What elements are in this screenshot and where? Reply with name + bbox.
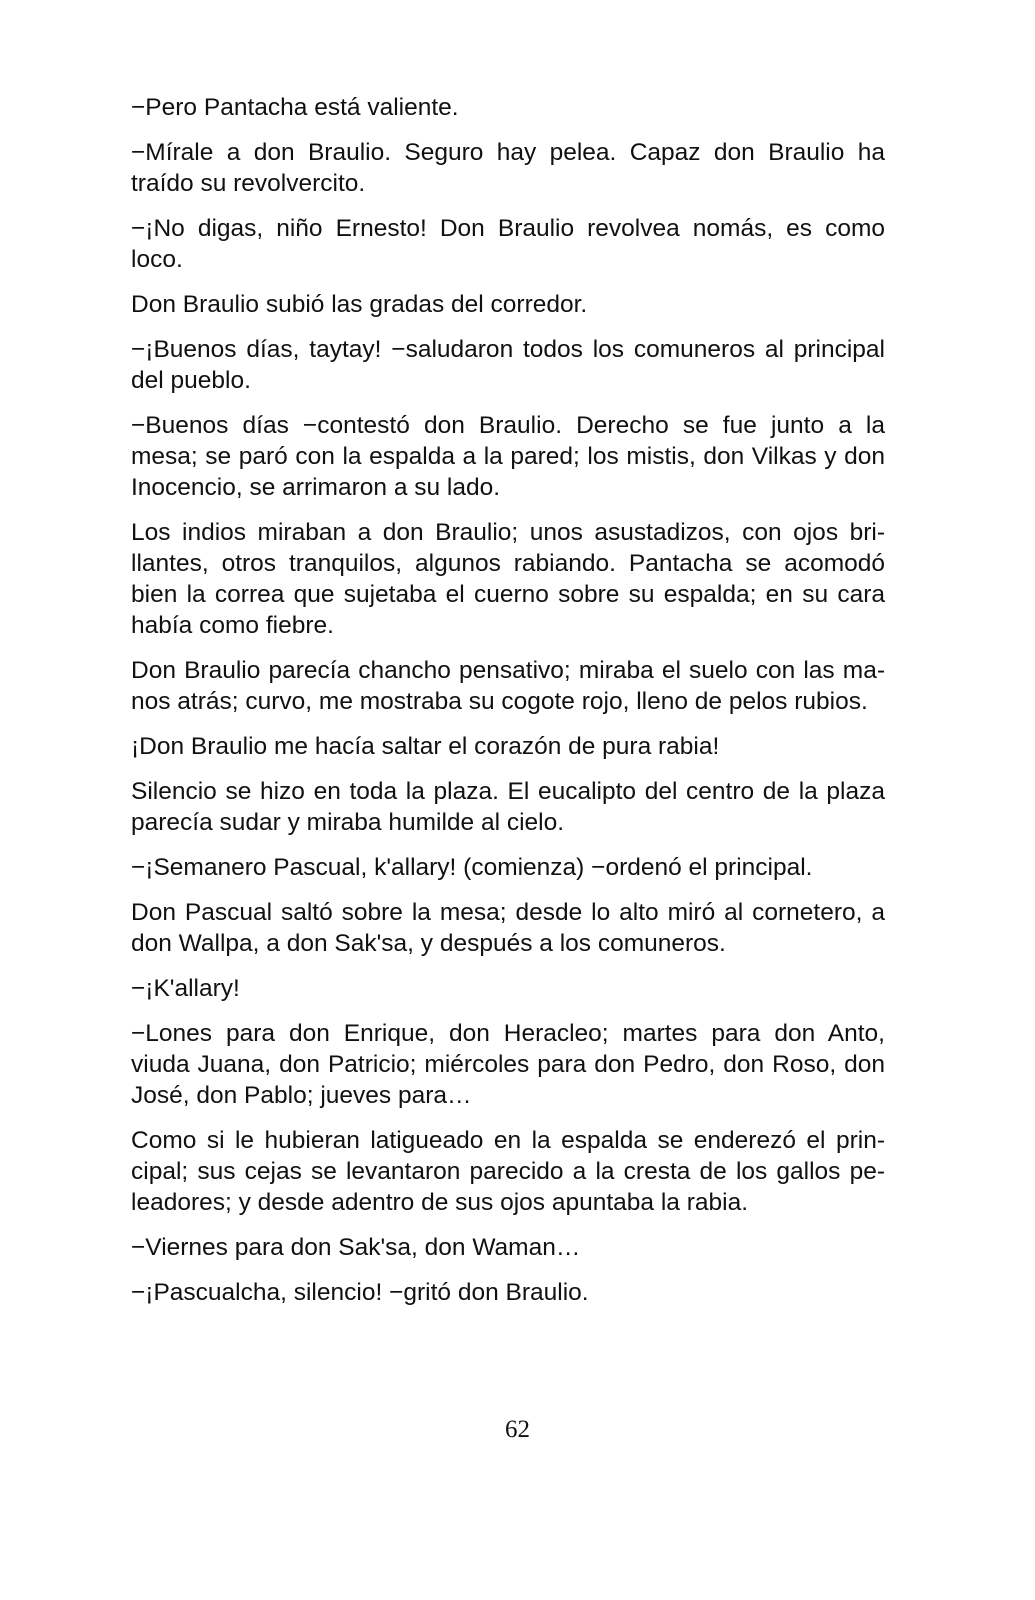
paragraph: Como si le hubieran latigueado en la espalda se enderezó el principal; sus cejas se levantaron parecido a la cresta de los gallos peleadores; y desde adentro de sus ojos apuntaba la rabia. xyxy=(131,1127,885,1216)
paragraph: −Viernes para don Sak'sa, don Waman… xyxy=(131,1234,581,1261)
paragraph: −¡Semanero Pascual, k'allary! (comienza) −ordenó el principal. xyxy=(131,854,813,881)
paragraph: ¡Don Braulio me hacía saltar el corazón de pura rabia! xyxy=(131,733,720,760)
paragraph: Don Pascual saltó sobre la mesa; desde lo alto miró al cornetero, a don Wallpa, a don Sak'sa, y después a los comuneros. xyxy=(131,899,885,957)
paragraph: Don Braulio subió las gradas del corredor. xyxy=(131,291,588,318)
paragraph: −Buenos días −contestó don Braulio. Derecho se fue junto a la mesa; se paró con la espalda a la pared; los mistis, don Vilkas y don Inocencio, se arrimaron a su lado. xyxy=(131,412,885,501)
page-body xyxy=(131,92,885,1322)
paragraph: Los indios miraban a don Braulio; unos asustadizos, con ojos brillantes, otros tranquilos, algunos rabiando. Pantacha se acomodó bien la correa que sujetaba el cuerno sobre su espalda; en su cara había como fiebre. xyxy=(131,519,885,639)
paragraph: −¡K'allary! xyxy=(131,975,240,1002)
paragraph: −Lones para don Enrique, don Heracleo; martes para don Anto, viuda Juana, don Patricio; miércoles para don Pedro, don Roso, don José, don Pablo; jueves para… xyxy=(131,1020,885,1109)
paragraph: Don Braulio parecía chancho pensativo; miraba el suelo con las manos atrás; curvo, me mostraba su cogote rojo, lleno de pelos rubios. xyxy=(131,657,885,715)
paragraph: −Mírale a don Braulio. Seguro hay pelea. Capaz don Braulio ha traído su revolvercito. xyxy=(131,139,885,197)
paragraph: Silencio se hizo en toda la plaza. El eucalipto del centro de la plaza parecía sudar y miraba humilde al cielo. xyxy=(131,778,885,836)
paragraph: −Pero Pantacha está valiente. xyxy=(131,94,459,121)
paragraph: −¡Pascualcha, silencio! −gritó don Braulio. xyxy=(131,1279,589,1306)
paragraph: −¡No digas, niño Ernesto! Don Braulio revolvea nomás, es como loco. xyxy=(131,215,885,273)
paragraph: −¡Buenos días, taytay! −saludaron todos los comuneros al principal del pueblo. xyxy=(131,336,885,394)
page-number: 62 xyxy=(505,1416,530,1443)
